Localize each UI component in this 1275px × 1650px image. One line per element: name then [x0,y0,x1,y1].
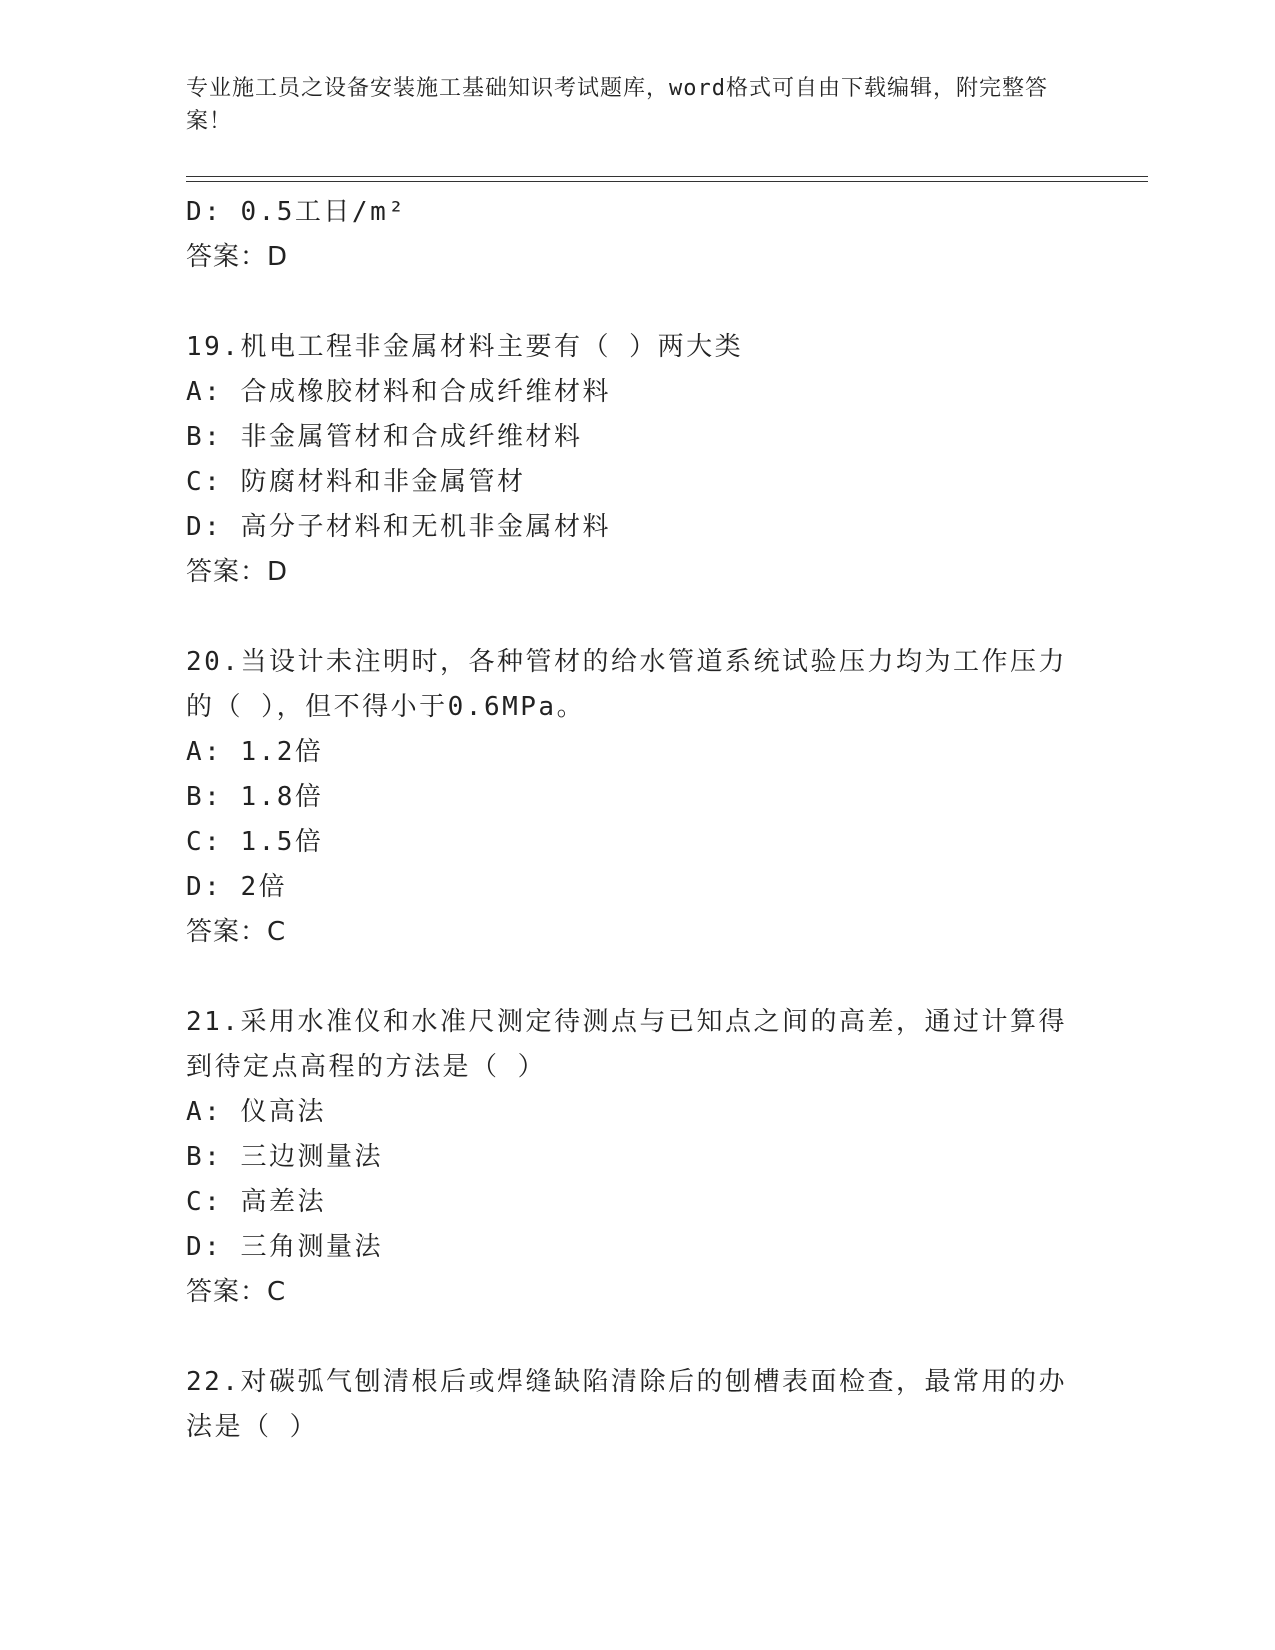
question-20-option-b: B: 1.8倍 [186,782,324,812]
question-content [186,190,1086,1450]
question-21-option-b: B: 三边测量法 [186,1142,383,1172]
question-21-option-c: C: 高差法 [186,1187,326,1217]
question-20-stem-line1: 20.当设计未注明时，各种管材的给水管道系统试验压力均为工作压力 [186,647,1067,677]
question-19-option-d: D: 高分子材料和无机非金属材料 [186,512,611,542]
question-20-option-d: D: 2倍 [186,872,288,902]
question-22-stem-line1: 22.对碳弧气刨清根后或焊缝缺陷清除后的刨槽表面检查，最常用的办 [186,1367,1067,1397]
document-header: 专业施工员之设备安装施工基础知识考试题库，word格式可自由下载编辑，附完整答案！ [186,76,1048,134]
question-21-answer: 答案：C [186,1277,287,1307]
question-19-option-c: C: 防腐材料和非金属管材 [186,467,526,497]
question-21-option-a: A: 仪高法 [186,1097,326,1127]
question-20-answer: 答案：C [186,917,287,947]
header-divider-bottom [186,181,1148,182]
question-20-stem-line2: 的（ ），但不得小于0.6MPa。 [186,692,586,722]
spacer [186,955,1086,1000]
question-22-stem-line2: 法是（ ） [186,1412,319,1442]
prev-question-answer: 答案：D [186,242,289,272]
question-21-stem-line1: 21.采用水准仪和水准尺测定待测点与已知点之间的高差，通过计算得 [186,1007,1067,1037]
question-20-option-c: C: 1.5倍 [186,827,324,857]
prev-question-option-d: D: 0.5工日/m² [186,197,407,227]
question-21-option-d: D: 三角测量法 [186,1232,383,1262]
question-19-option-a: A: 合成橡胶材料和合成纤维材料 [186,377,611,407]
spacer [186,1315,1086,1360]
header-divider-top [186,176,1148,177]
question-19-answer: 答案：D [186,557,289,587]
question-19-stem: 19.机电工程非金属材料主要有（ ）两大类 [186,332,744,362]
question-19-option-b: B: 非金属管材和合成纤维材料 [186,422,583,452]
question-20-option-a: A: 1.2倍 [186,737,324,767]
spacer [186,595,1086,640]
spacer [186,280,1086,325]
question-21-stem-line2: 到待定点高程的方法是（ ） [186,1052,547,1082]
